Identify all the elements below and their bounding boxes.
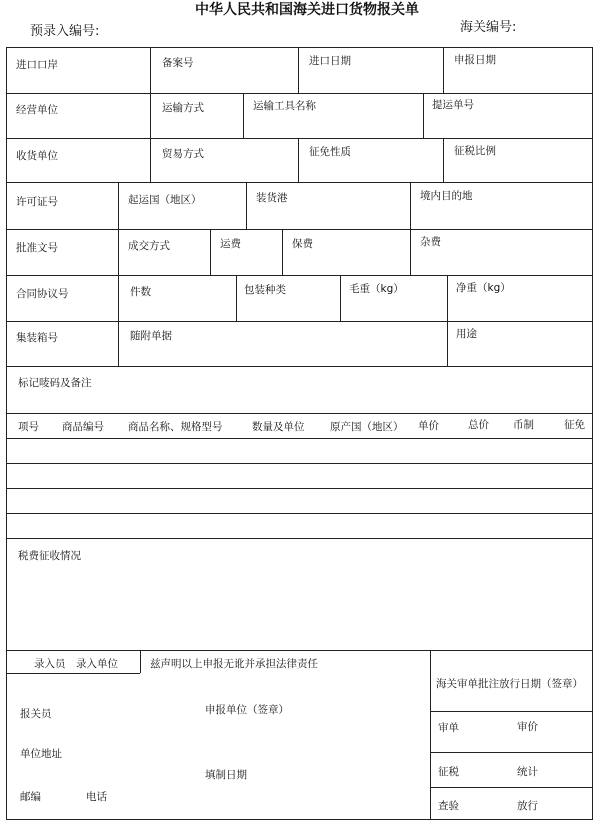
operating-unit-label: 经营单位 bbox=[16, 104, 58, 116]
marks-remarks-label: 标记唛码及备注 bbox=[18, 377, 92, 389]
cell-divider bbox=[236, 275, 237, 321]
departure-country-label: 起运国（地区） bbox=[128, 194, 202, 206]
entry-person-label: 录入员 bbox=[34, 658, 66, 670]
postcode-label: 邮编 bbox=[20, 791, 41, 803]
declaration-statement: 兹声明以上申报无讹并承担法律责任 bbox=[150, 658, 318, 670]
approval-divider bbox=[430, 787, 593, 788]
goods-header-unit-price: 单价 bbox=[418, 420, 439, 432]
statistics-label: 统计 bbox=[517, 766, 538, 778]
cell-divider bbox=[298, 138, 299, 182]
bill-of-lading-label: 提运单号 bbox=[432, 99, 474, 111]
cell-divider bbox=[423, 93, 424, 138]
cell-divider bbox=[298, 47, 299, 93]
loading-port-label: 装货港 bbox=[256, 192, 288, 204]
gross-weight-label: 毛重（kg） bbox=[349, 283, 404, 295]
cell-divider bbox=[150, 93, 151, 138]
approval-divider bbox=[430, 752, 593, 753]
transport-vehicle-label: 运输工具名称 bbox=[253, 100, 316, 112]
customs-approval-label: 海关审单批注放行日期（签章） bbox=[436, 678, 583, 690]
goods-header-total-price: 总价 bbox=[468, 419, 489, 431]
bottom-section-divider bbox=[6, 650, 593, 651]
document-review-label: 审单 bbox=[438, 722, 459, 734]
row-divider bbox=[6, 413, 593, 414]
record-number-label: 备案号 bbox=[162, 57, 194, 69]
license-number-label: 许可证号 bbox=[16, 196, 58, 208]
domestic-destination-label: 境内目的地 bbox=[420, 190, 473, 202]
row-divider bbox=[6, 93, 593, 94]
goods-row-line bbox=[6, 438, 593, 439]
cell-divider bbox=[118, 275, 119, 321]
attached-documents-label: 随附单据 bbox=[130, 330, 172, 342]
phone-label: 电话 bbox=[86, 791, 107, 803]
inspection-label: 查验 bbox=[438, 800, 459, 812]
cell-divider bbox=[210, 229, 211, 275]
import-date-label: 进口日期 bbox=[309, 55, 351, 67]
tax-ratio-label: 征税比例 bbox=[454, 145, 496, 157]
goods-row-line bbox=[6, 463, 593, 464]
row-divider bbox=[6, 321, 593, 322]
price-review-label: 审价 bbox=[517, 721, 538, 733]
fill-date-label: 填制日期 bbox=[205, 769, 247, 781]
insurance-label: 保费 bbox=[292, 238, 313, 250]
container-number-label: 集装箱号 bbox=[16, 332, 58, 344]
cell-divider bbox=[443, 138, 444, 182]
cell-divider bbox=[118, 182, 119, 229]
cell-divider bbox=[282, 229, 283, 275]
approval-number-label: 批准文号 bbox=[16, 242, 58, 254]
cell-divider bbox=[447, 321, 448, 366]
declaration-date-label: 申报日期 bbox=[454, 54, 496, 66]
goods-row-line bbox=[6, 513, 593, 514]
declarant-label: 报关员 bbox=[20, 708, 52, 720]
transport-mode-label: 运输方式 bbox=[162, 102, 204, 114]
cell-divider bbox=[150, 47, 151, 93]
tax-collection-label: 税费征收情况 bbox=[18, 550, 81, 562]
row-divider bbox=[6, 138, 593, 139]
transaction-mode-label: 成交方式 bbox=[128, 240, 170, 252]
row-divider bbox=[6, 366, 593, 367]
cell-divider bbox=[118, 229, 119, 275]
goods-header-exemption: 征免 bbox=[564, 419, 585, 431]
goods-header-origin-country: 原产国（地区） bbox=[330, 421, 404, 433]
freight-label: 运费 bbox=[220, 238, 241, 250]
package-count-label: 件数 bbox=[130, 286, 151, 298]
cell-divider bbox=[118, 321, 119, 366]
approval-column-divider bbox=[430, 650, 431, 820]
cell-divider bbox=[410, 229, 411, 275]
entry-box-bottom bbox=[6, 673, 140, 674]
exemption-nature-label: 征免性质 bbox=[309, 146, 351, 158]
cell-divider bbox=[443, 47, 444, 93]
cell-divider bbox=[410, 182, 411, 229]
cell-divider bbox=[246, 182, 247, 229]
goods-row-line bbox=[6, 488, 593, 489]
entry-box-right bbox=[140, 650, 141, 673]
form-frame bbox=[6, 47, 593, 820]
cell-divider bbox=[150, 138, 151, 182]
release-label: 放行 bbox=[517, 800, 538, 812]
cell-divider bbox=[340, 275, 341, 321]
row-divider bbox=[6, 229, 593, 230]
goods-header-commodity-code: 商品编号 bbox=[62, 421, 104, 433]
goods-header-currency: 币制 bbox=[513, 419, 534, 431]
row-divider bbox=[6, 182, 593, 183]
goods-row-line bbox=[6, 538, 593, 539]
tax-collection-approval-label: 征税 bbox=[438, 766, 459, 778]
approval-divider bbox=[430, 711, 593, 712]
goods-header-item-no: 项号 bbox=[18, 421, 39, 433]
row-divider bbox=[6, 275, 593, 276]
declaring-unit-label: 申报单位（签章） bbox=[205, 704, 289, 716]
miscellaneous-fee-label: 杂费 bbox=[420, 236, 441, 248]
customs-number-label: 海关编号: bbox=[460, 20, 517, 35]
goods-header-commodity-name: 商品名称、规格型号 bbox=[128, 421, 223, 433]
trade-mode-label: 贸易方式 bbox=[162, 148, 204, 160]
net-weight-label: 净重（kg） bbox=[456, 282, 511, 294]
purpose-label: 用途 bbox=[456, 328, 477, 340]
cell-divider bbox=[447, 275, 448, 321]
form-title: 中华人民共和国海关进口货物报关单 bbox=[195, 2, 419, 18]
import-port-label: 进口口岸 bbox=[16, 59, 58, 71]
preentry-number-label: 预录入编号: bbox=[30, 24, 100, 39]
package-type-label: 包装种类 bbox=[244, 284, 286, 296]
entry-unit-label: 录入单位 bbox=[76, 658, 118, 670]
cell-divider bbox=[243, 93, 244, 138]
goods-header-quantity-unit: 数量及单位 bbox=[252, 421, 305, 433]
contract-number-label: 合同协议号 bbox=[16, 288, 69, 300]
unit-address-label: 单位地址 bbox=[20, 748, 62, 760]
consignee-unit-label: 收货单位 bbox=[16, 150, 58, 162]
